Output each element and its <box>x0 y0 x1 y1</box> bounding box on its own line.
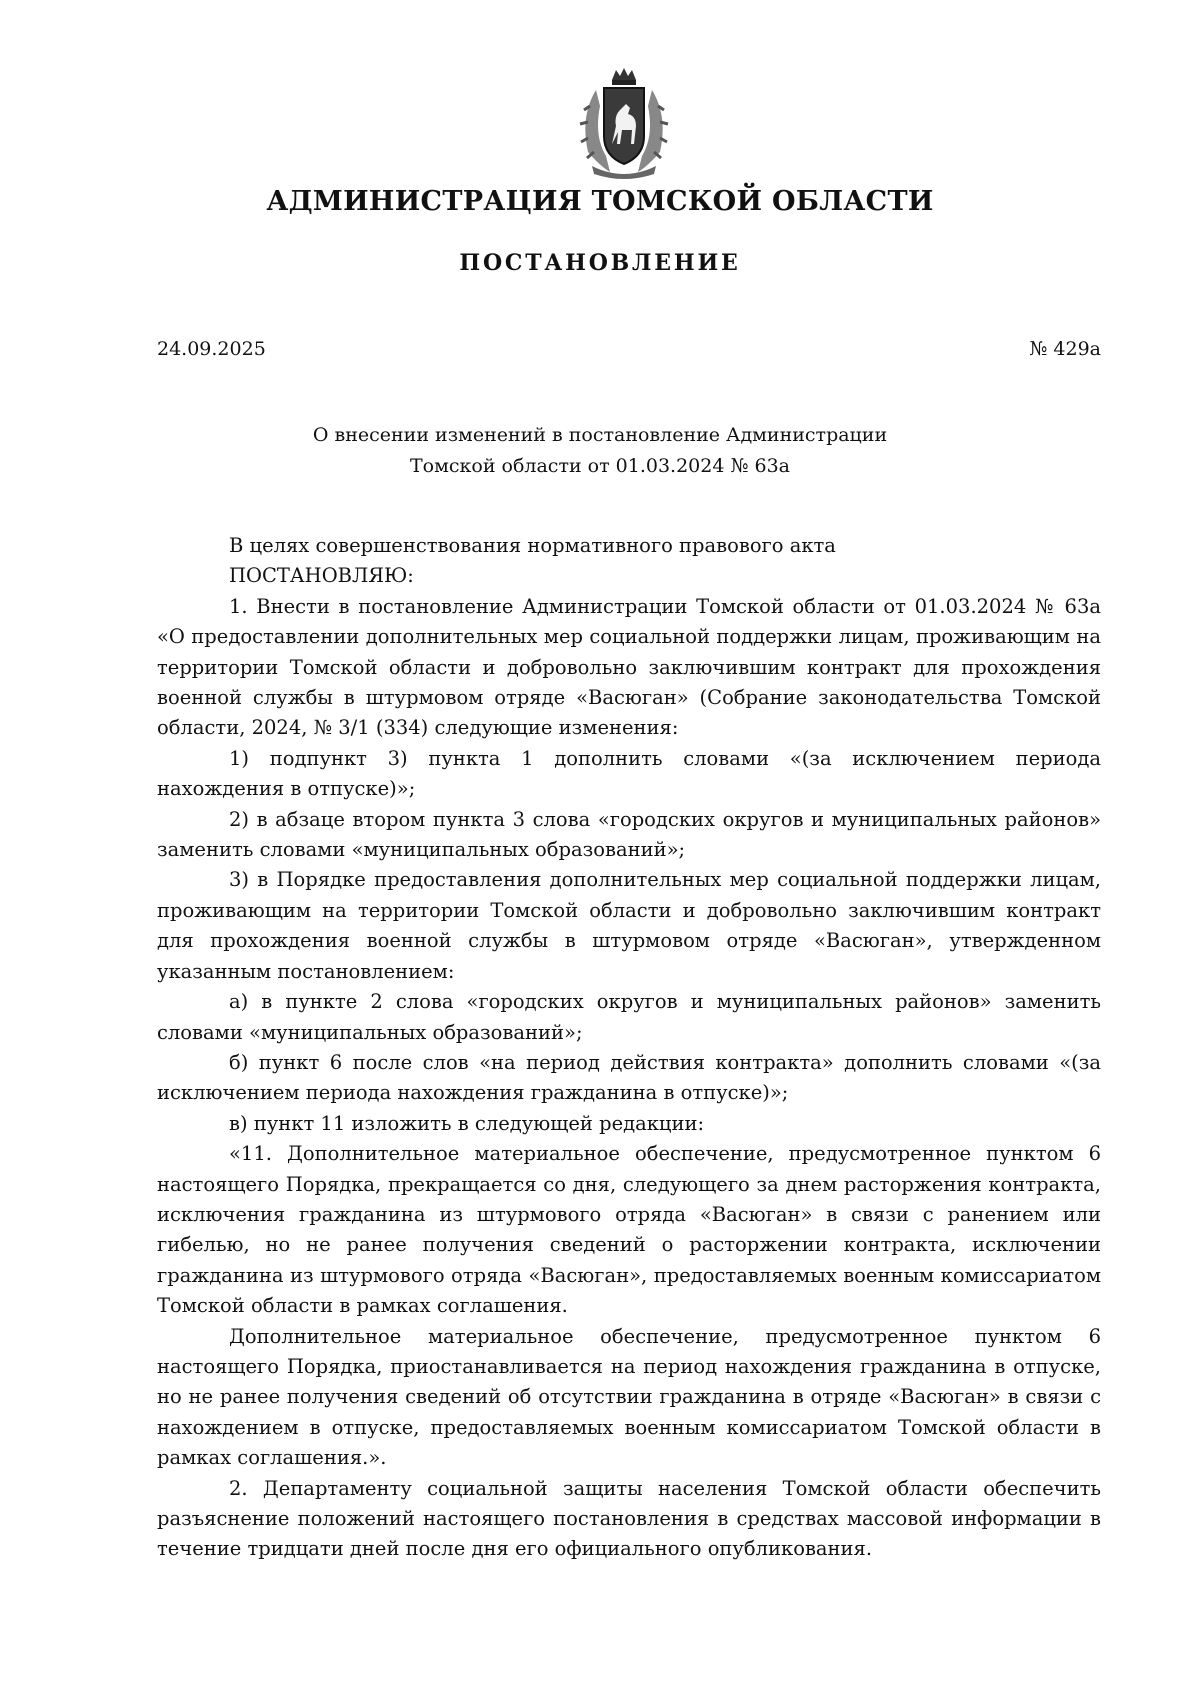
paragraph: ПОСТАНОВЛЯЮ: <box>229 564 414 588</box>
paragraph: В целях совершенствования нормативного правового акта <box>229 534 836 557</box>
paragraph: 1. Внести в постановление Администрации Томской области от 01.03.2024 № 63а «О предоставлении дополнительных мер социальной поддержки лицам, проживающим на территории Томской области и добровольно заключившим контракт для прохождения военной службы в штурмовом отряде «Васюган» (Собрание законодательства Томской области, 2024, № 3/1 (334) следующие изменения: <box>157 594 1101 740</box>
document-type: ПОСТАНОВЛЕНИЕ <box>459 250 741 276</box>
document-number: № 429а <box>1029 338 1101 360</box>
document-subject <box>0 420 1200 482</box>
coat-of-arms-icon <box>570 66 678 182</box>
paragraph: 1) подпункт 3) пункта 1 дополнить словами «(за исключением периода нахождения в отпуске)»; <box>157 746 1101 801</box>
paragraph: 2. Департаменту социальной защиты населения Томской области обеспечить разъяснение положений настоящего постановления в средствах массовой информации в течение тридцати дней после дня его официального опубликования. <box>157 1476 1101 1561</box>
paragraph: а) в пункте 2 слова «городских округов и муниципальных районов» заменить словами «муниципальных образований»; <box>157 990 1101 1044</box>
subject-line: Томской области от 01.03.2024 № 63а <box>409 455 791 477</box>
paragraph: б) пункт 6 после слов «на период действия контракта» дополнить словами «(за исключением периода нахождения гражданина в отпуске)»; <box>157 1050 1101 1105</box>
paragraph: 3) в Порядке предоставления дополнительных мер социальной поддержки лицам, проживающим на территории Томской области и добровольно заключившим контракт для прохождения военной службы в штурмовом отряде «Васюган», утвержденном указанным постановлением: <box>157 868 1101 983</box>
paragraph: 2) в абзаце втором пункта 3 слова «городских округов и муниципальных районов» заменить словами «муниципальных образований»; <box>157 807 1101 862</box>
paragraph: «11. Дополнительное материальное обеспечение, предусмотренное пунктом 6 настоящего Порядка, прекращается со дня, следующего за днем расторжения контракта, исключения гражданина из штурмового отряда «Васюган» в связи с ранением или гибелью, но не ранее получения сведений о расторжении контракта, исключении гражданина из штурмового отряда «Васюган», предоставляемых военным комиссариатом Томской области в рамках соглашения. <box>157 1142 1101 1318</box>
paragraph: Дополнительное материальное обеспечение, предусмотренное пунктом 6 настоящего Порядка, приостанавливается на период нахождения гражданина в отпуске, но не ранее получения сведений об отсутствии гражданина в отряде «Васюган» в связи с нахождением в отпуске, предоставляемых военным комиссариатом Томской области в рамках соглашения.». <box>157 1324 1101 1470</box>
subject-line: О внесении изменений в постановление Администрации <box>312 424 888 446</box>
document-body <box>157 531 1101 1565</box>
authority-title: АДМИНИСТРАЦИЯ ТОМСКОЙ ОБЛАСТИ <box>266 186 934 217</box>
paragraph: в) пункт 11 изложить в следующей редакции: <box>229 1111 705 1135</box>
document-date: 24.09.2025 <box>157 338 266 360</box>
